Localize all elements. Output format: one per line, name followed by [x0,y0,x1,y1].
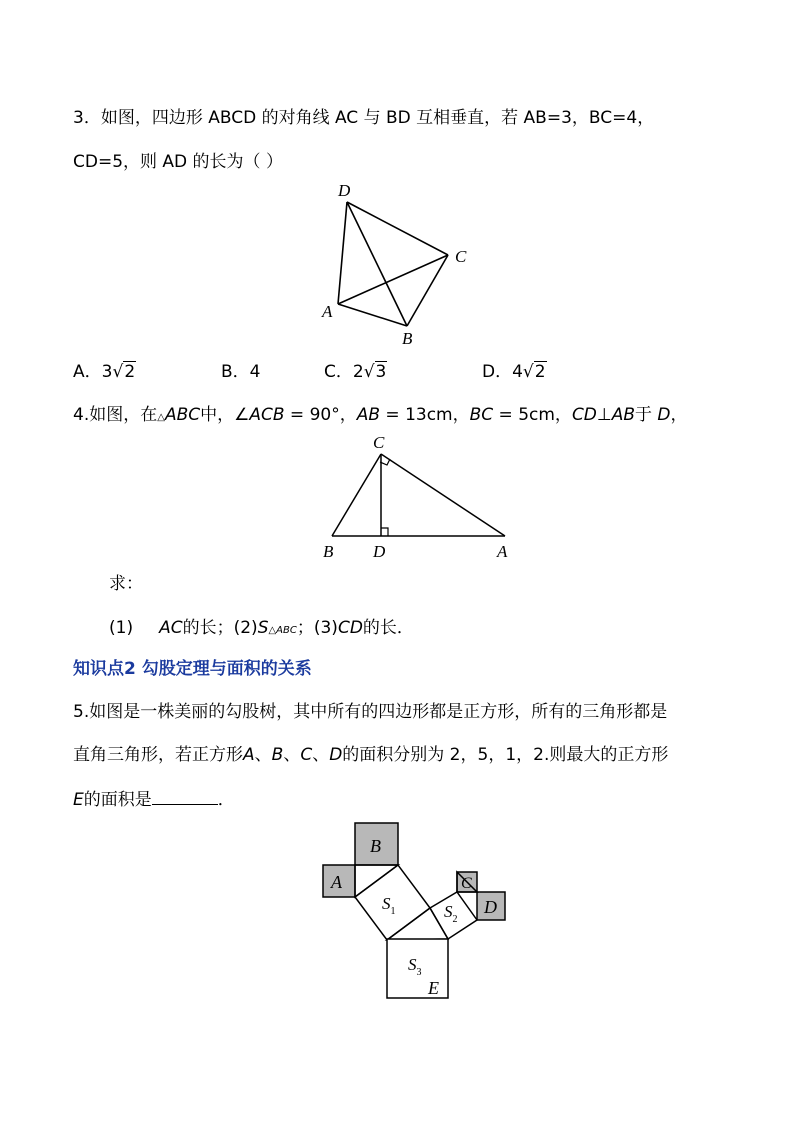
label-A: A [322,302,333,321]
q3-option-b: B．4 [221,362,261,382]
q3-option-c: C．2√3 [324,362,387,382]
sqrt-symbol: √3 [363,362,387,382]
section-heading: 知识点2 勾股定理与面积的关系 [73,659,312,679]
q3-option-d: D．4√2 [482,362,546,382]
sqrt-symbol: √2 [522,362,546,382]
label-C: C [461,875,472,892]
label-D: D [338,181,351,200]
label-S3: $S_3$ [408,955,422,978]
label-E: E [428,978,439,998]
label-B: B [402,329,413,348]
label-D: D [373,542,386,561]
label-A: A [331,872,342,892]
q3-quadrilateral-figure [318,178,478,348]
label-B: B [323,542,334,561]
q4-subquestions: (1) AC的长；(2)S△ABC；(3)CD的长． [109,618,414,638]
answer-blank [152,786,218,805]
label-B: B [370,836,381,856]
q3-line2: CD=5，则 AD 的长为（ ） [73,152,283,172]
q5-pythagoras-tree-figure [320,820,510,1002]
label-D: D [484,897,497,917]
q3-option-a: A．3√2 [73,362,136,382]
q4-ask: 求： [109,574,143,594]
label-C: C [373,433,385,452]
q4-line1: 4.如图，在△ABC中，∠ACB = 90°，AB = 13cm，BC = 5cm，CD⊥AB于 D， [73,405,688,425]
label-A: A [497,542,508,561]
sqrt-symbol: √2 [112,362,136,382]
q5-line1: 5.如图是一株美丽的勾股树，其中所有的四边形都是正方形，所有的三角形都是 [73,702,668,722]
label-S1: $S_1$ [382,894,396,917]
q5-line2: 直角三角形，若正方形A、B、C、D的面积分别为 2，5，1，2.则最大的正方形 [73,745,669,765]
label-C: C [455,247,467,266]
label-S2: $S_2$ [444,902,458,925]
q5-line3: E的面积是 ． [73,786,235,812]
q4-right-triangle-figure [320,430,520,565]
q3-line1: 3．如图，四边形 ABCD 的对角线 AC 与 BD 互相垂直，若 AB=3，BC=4， [73,108,655,128]
